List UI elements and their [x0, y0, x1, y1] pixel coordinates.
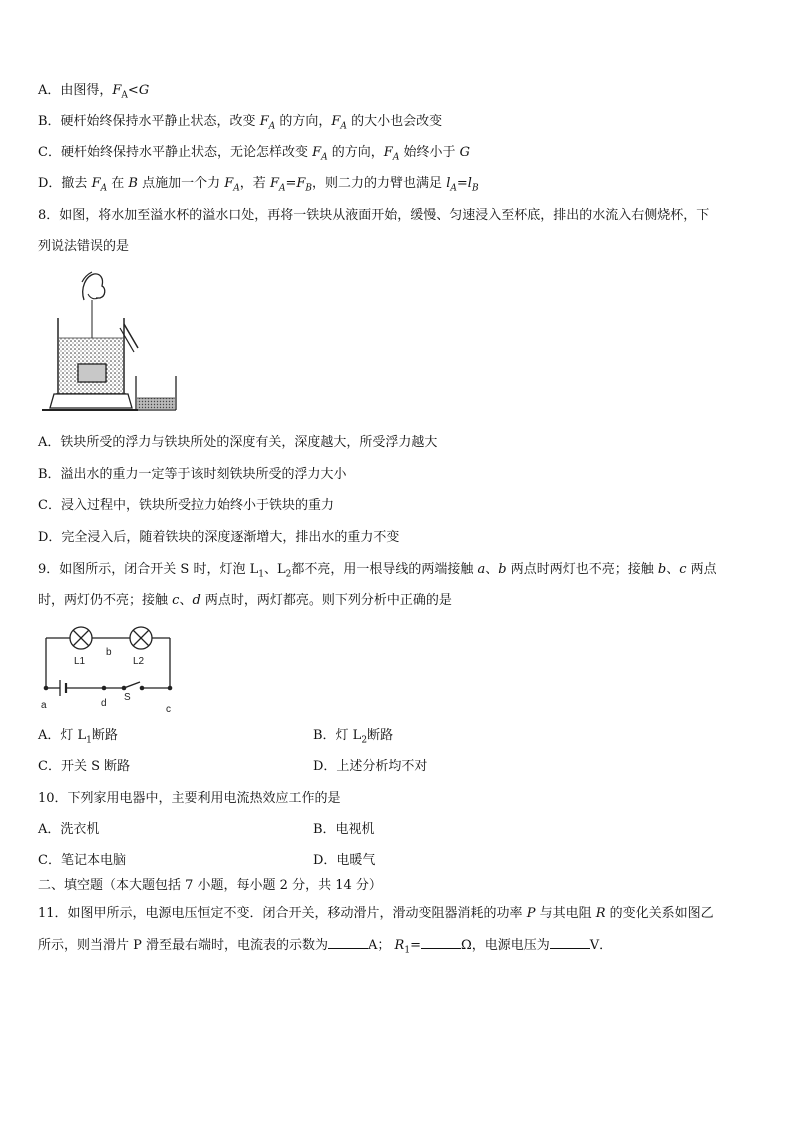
q11-stem-line2: 所示，则当滑片 P 滑至最右端时，电流表的示数为 A； $R_1= \Omega$，电源电压为 V．: [38, 938, 613, 956]
q8-option-d: D．完全浸入后，随着铁块的深度逐渐增大，排出水的重力不变: [38, 530, 400, 545]
q9-option-a: A．灯 $L_1$断路: [38, 728, 118, 746]
q7-option-a: A．由图得，$F_A<G$: [38, 83, 150, 101]
q10-option-c: C．笔记本电脑: [38, 853, 126, 868]
q10-option-d: D．电暖气: [313, 853, 376, 868]
answer-blank-voltage[interactable]: [550, 936, 590, 949]
label-d: d: [101, 698, 107, 709]
q10-option-a: A．洗衣机: [38, 822, 100, 837]
label-c: c: [166, 704, 171, 715]
q8-stem-line2: 列说法错误的是: [38, 239, 130, 254]
label-s: S: [124, 692, 131, 703]
answer-blank-current[interactable]: [328, 936, 368, 949]
section-heading-fill-in: 二、填空题（本大题包括 7 小题，每小题 2 分，共 14 分）: [38, 878, 382, 893]
q8-option-a: A．铁块所受的浮力与铁块所处的深度有关，深度越大，所受浮力越大: [38, 435, 438, 450]
q7-option-b: B．硬杆始终保持水平静止状态，改变 $F_A$ 的方向，$F_A$ 的大小也会改变: [38, 114, 443, 132]
q9-stem-line2: 时，两灯仍不亮；接触 c、d 两点时，两灯都亮。则下列分析中正确的是: [38, 593, 452, 608]
q7-option-d: D．撤去 $F_A$ 在 B 点施加一个力 $F_A$，若 $F_A=F_B$，则二力的力臂也满足 $l_A=l_B$: [38, 176, 479, 194]
q9-stem-line1: 9．如图所示，闭合开关 S 时，灯泡 $L_1$、$L_2$都不亮，用一根导线的两端接触 a、b 两点时两灯也不亮；接触 b、c 两点: [38, 562, 717, 580]
q8-stem-line1: 8．如图，将水加至溢水杯的溢水口处，再将一铁块从液面开始，缓慢、匀速浸入至杯底，排出的水流入右侧烧杯，下: [38, 208, 710, 223]
q11-stem-line1: 11．如图甲所示，电源电压恒定不变．闭合开关，移动滑片，滑动变阻器消耗的功率 P 与其电阻 R 的变化关系如图乙: [38, 906, 714, 921]
answer-blank-r1[interactable]: [421, 936, 461, 949]
q8-option-b: B．溢出水的重力一定等于该时刻铁块所受的浮力大小: [38, 467, 347, 482]
label-a: a: [41, 700, 47, 711]
q9-option-d: D．上述分析均不对: [313, 759, 428, 774]
circuit-diagram: [36, 622, 186, 717]
label-l1: L1: [74, 656, 86, 667]
q7-option-c: C．硬杆始终保持水平静止状态，无论怎样改变 $F_A$ 的方向，$F_A$ 始终小于 G: [38, 145, 470, 163]
q10-stem: 10．下列家用电器中，主要利用电流热效应工作的是: [38, 791, 341, 806]
q9-option-b: B．灯 $L_2$断路: [313, 728, 394, 746]
overflow-cup-figure: [42, 268, 192, 423]
label-b: b: [106, 647, 112, 658]
label-l2: L2: [133, 656, 145, 667]
q10-option-b: B．电视机: [313, 822, 375, 837]
q9-option-c: C．开关 S 断路: [38, 759, 131, 774]
q8-option-c: C．浸入过程中，铁块所受拉力始终小于铁块的重力: [38, 498, 334, 513]
